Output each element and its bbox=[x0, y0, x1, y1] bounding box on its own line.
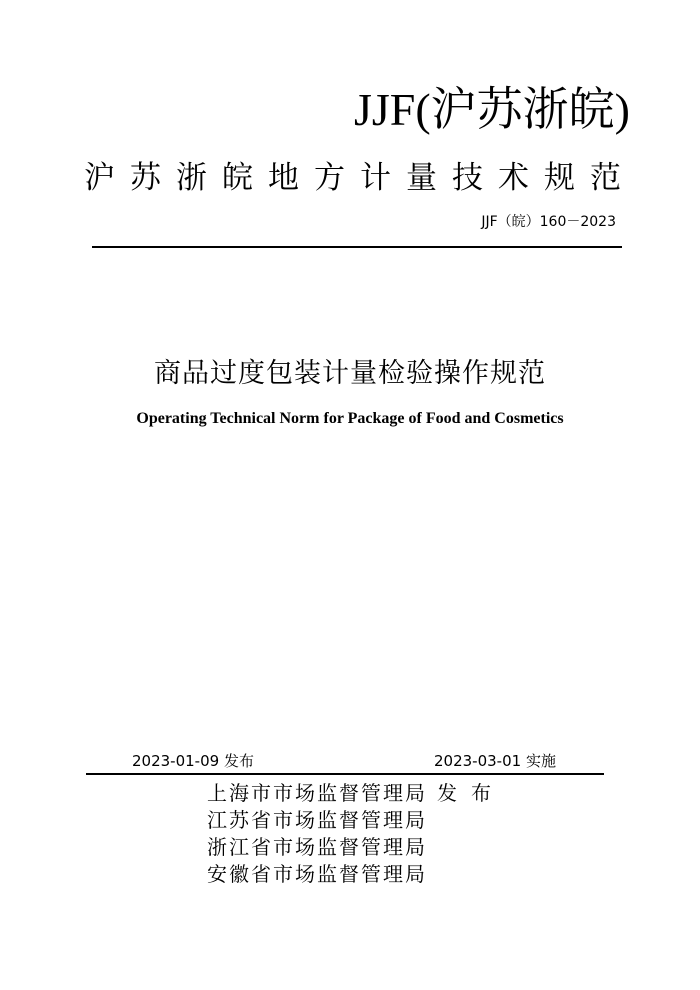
issuing-authorities bbox=[207, 780, 505, 888]
implementation-date: 2023-03-01 实施 bbox=[434, 752, 556, 770]
document-title-english: Operating Technical Norm for Package of Food and Cosmetics bbox=[136, 410, 564, 427]
header-divider bbox=[92, 246, 622, 248]
issuer-name: 安徽省市场监督管理局 bbox=[207, 862, 427, 886]
document-number: JJF（皖）160－2023 bbox=[481, 214, 616, 230]
issue-date: 2023-01-09 发布 bbox=[132, 752, 254, 770]
issuer-name: 江苏省市场监督管理局 bbox=[207, 808, 427, 832]
footer-divider bbox=[86, 773, 604, 775]
issuer-shanghai bbox=[207, 780, 505, 807]
issuer-name: 浙江省市场监督管理局 bbox=[207, 835, 427, 859]
issuer-zhejiang bbox=[207, 834, 505, 861]
issuer-anhui bbox=[207, 861, 505, 888]
document-title: 商品过度包装计量检验操作规范 bbox=[154, 358, 546, 389]
issuer-name: 上海市市场监督管理局 bbox=[207, 781, 427, 805]
issuer-jiangsu bbox=[207, 807, 505, 834]
standard-category-title: 沪苏浙皖地方计量技术规范 bbox=[84, 160, 636, 196]
standard-code: JJF(沪苏浙皖) bbox=[353, 84, 630, 135]
issue-mark: 发布 bbox=[437, 781, 505, 805]
